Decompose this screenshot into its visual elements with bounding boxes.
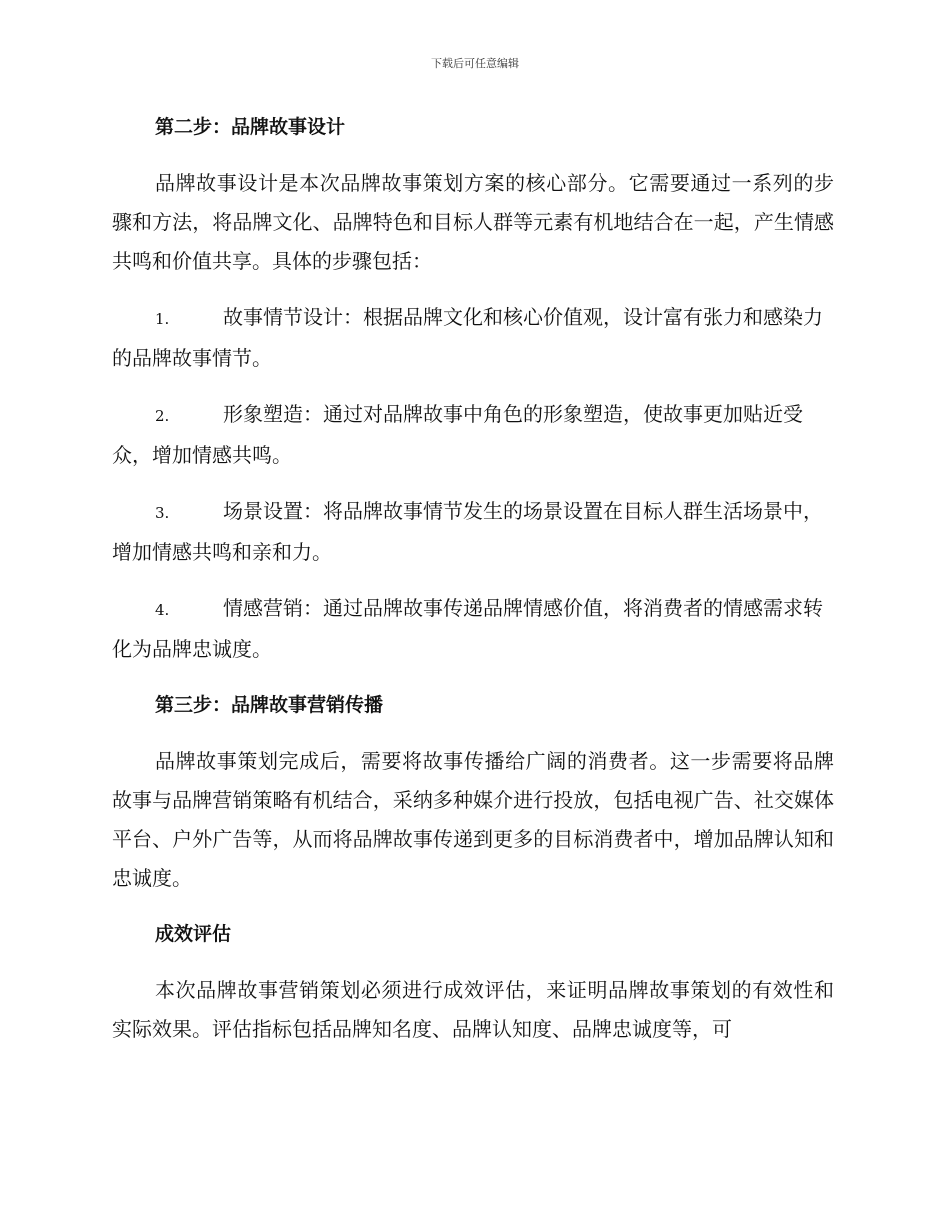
evaluation-body-paragraph: 本次品牌故事营销策划必须进行成效评估，来证明品牌故事策划的有效性和实际效果。评估指标包括品牌知名度、品牌认知度、品牌忠诚度等，可 <box>112 978 834 1041</box>
list-item <box>112 492 834 572</box>
page-header: 下载后可任意编辑 <box>431 57 519 70</box>
list-item <box>112 589 834 669</box>
step2-intro-paragraph: 品牌故事设计是本次品牌故事策划方案的核心部分。它需要通过一系列的步骤和方法，将品牌文化、品牌特色和目标人群等元素有机地结合在一起，产生情感共鸣和价值共享。具体的步骤包括： <box>112 171 834 273</box>
list-item-number: 3. <box>155 504 170 522</box>
step3-body-paragraph: 品牌故事策划完成后，需要将故事传播给广阔的消费者。这一步需要将品牌故事与品牌营销策略有机结合，采纳多种媒介进行投放，包括电视广告、社交媒体平台、户外广告等，从而将品牌故事传递到更多的目标消费者中，增加品牌认知和忠诚度。 <box>112 749 834 890</box>
list-item-text: 形象塑造：通过对品牌故事中角色的形象塑造，使故事更加贴近受众，增加情感共鸣。 <box>112 402 803 467</box>
section-heading-evaluation: 成效评估 <box>155 923 232 945</box>
list-item-text: 情感营销：通过品牌故事传递品牌情感价值，将消费者的情感需求转化为品牌忠诚度。 <box>112 596 823 661</box>
list-item-text: 场景设置：将品牌故事情节发生的场景设置在目标人群生活场景中，增加情感共鸣和亲和力。 <box>112 499 823 564</box>
section-heading-step3: 第三步：品牌故事营销传播 <box>155 694 384 716</box>
document-body <box>112 108 834 1066</box>
list-item-number: 2. <box>155 407 170 425</box>
list-item-number: 1. <box>155 310 170 328</box>
list-item <box>112 298 834 378</box>
list-item-number: 4. <box>155 601 170 619</box>
list-item-text: 故事情节设计：根据品牌文化和核心价值观，设计富有张力和感染力的品牌故事情节。 <box>112 305 823 370</box>
section-heading-step2: 第二步：品牌故事设计 <box>155 116 346 138</box>
list-item <box>112 395 834 475</box>
